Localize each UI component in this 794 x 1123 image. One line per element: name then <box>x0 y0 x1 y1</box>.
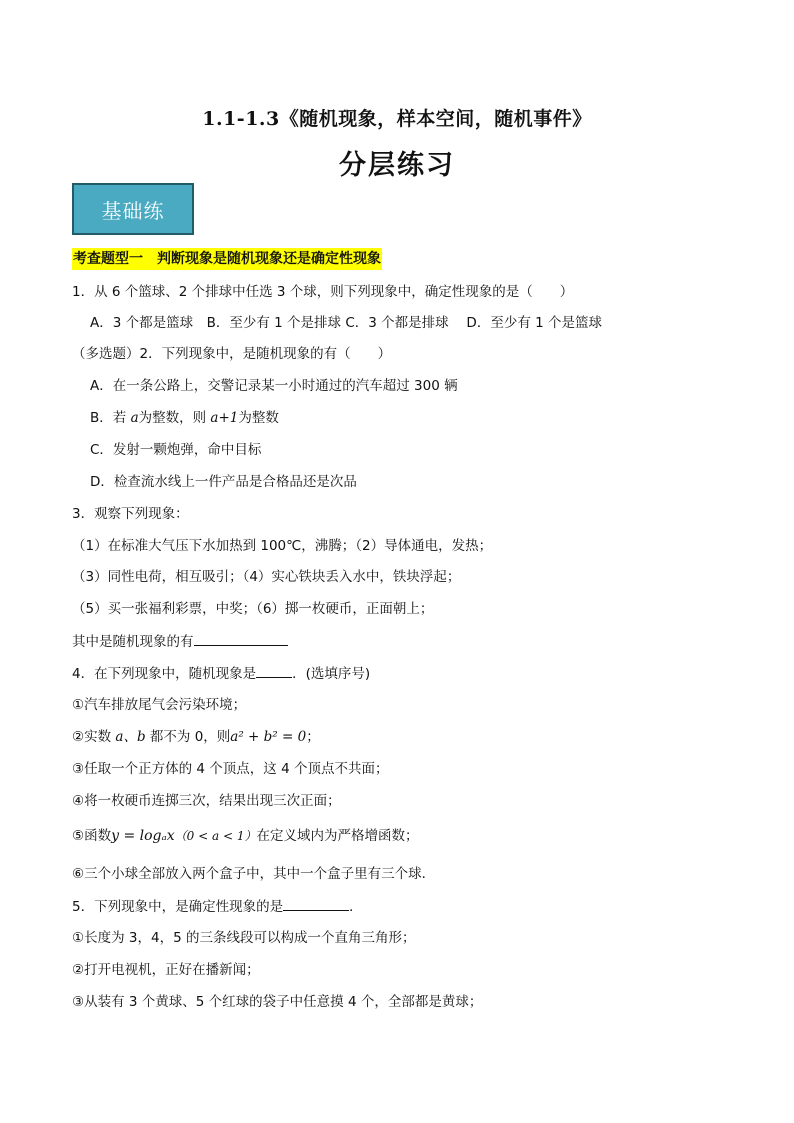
document-title: 1.1-1.3《随机现象，样本空间，随机事件》 <box>202 108 592 130</box>
q5-stem-suffix: ． <box>349 899 363 915</box>
q1-options: A．3 个都是篮球 B．至少有 1 个是排球 C．3 个都是排球 D．至少有 1 个是篮球 <box>90 315 603 331</box>
q4-stem-prefix: 4．在下列现象中，随机现象是 <box>72 666 257 682</box>
answer-blank <box>194 631 288 646</box>
q2-option-b-mid: 为整数，则 <box>138 410 211 426</box>
q2-option-b-var: a <box>130 410 139 426</box>
q3-line-1: （1）在标准大气压下水加热到 100℃，沸腾；（2）导体通电，发热； <box>72 538 493 554</box>
q5-stem-prefix: 5．下列现象中，是确定性现象的是 <box>72 899 284 915</box>
q2-option-b-prefix: B．若 <box>90 410 131 426</box>
q2-option-c: C．发射一颗炮弹，命中目标 <box>90 442 262 458</box>
topic-heading: 考查题型一 判断现象是随机现象还是确定性现象 <box>72 248 382 270</box>
q4-item-2 <box>72 727 320 747</box>
q4-item-2-equation: a² + b² = 0 <box>230 729 307 745</box>
section-tag-label: 基础练 <box>101 198 165 223</box>
q2-stem: （多选题）2．下列现象中，是随机现象的有（ ） <box>72 346 392 362</box>
q3-line-3: （5）买一张福利彩票，中奖；（6）掷一枚硬币，正面朝上； <box>72 601 434 617</box>
q5-item-1: ①长度为 3，4，5 的三条线段可以构成一个直角三角形； <box>72 930 416 946</box>
section-tag <box>72 183 194 235</box>
answer-blank <box>283 896 349 911</box>
q4-item-2-prefix: ②实数 <box>72 729 116 745</box>
q4-item-2-vars: a、b <box>115 729 146 745</box>
q4-item-5-condition: （0 < a < 1） <box>174 829 257 843</box>
q3-stem: 3．观察下列现象： <box>72 506 189 522</box>
q4-item-1: ①汽车排放尾气会污染环境； <box>72 697 247 713</box>
q4-item-2-suffix: ； <box>306 729 320 745</box>
answer-blank <box>256 663 292 678</box>
q4-item-5-function: y = logₐx <box>111 828 175 844</box>
q2-option-b <box>90 408 279 428</box>
q4-item-4: ④将一枚硬币连掷三次，结果出现三次正面； <box>72 793 341 809</box>
q2-option-b-expr: a+1 <box>210 410 239 426</box>
q4-item-5 <box>72 826 418 846</box>
q5-item-2: ②打开电视机，正好在播新闻； <box>72 962 260 978</box>
q4-item-2-mid: 都不为 0，则 <box>145 729 231 745</box>
q3-ask-text: 其中是随机现象的有 <box>72 634 194 650</box>
q5-item-3: ③从装有 3 个黄球、5 个红球的袋子中任意摸 4 个，全部都是黄球； <box>72 994 483 1010</box>
q4-item-6: ⑥三个小球全部放入两个盒子中，其中一个盒子里有三个球． <box>72 866 436 882</box>
q1-stem: 1．从 6 个篮球、2 个排球中任选 3 个球，则下列现象中，确定性现象的是（ ） <box>72 284 574 300</box>
q4-stem <box>72 663 370 684</box>
document-subtitle: 分层练习 <box>339 150 455 181</box>
q4-item-5-prefix: ⑤函数 <box>72 828 112 844</box>
q4-item-5-suffix: 在定义域内为严格增函数； <box>256 828 419 844</box>
q4-stem-suffix: ．(选填序号) <box>292 666 371 682</box>
q3-ask <box>72 631 288 652</box>
q3-line-2: （3）同性电荷，相互吸引；（4）实心铁块丢入水中，铁块浮起； <box>72 569 461 585</box>
q2-option-b-suffix: 为整数 <box>238 410 279 426</box>
q2-option-d: D．检查流水线上一件产品是合格品还是次品 <box>90 474 357 490</box>
q5-stem <box>72 896 363 917</box>
q2-option-a: A．在一条公路上，交警记录某一小时通过的汽车超过 300 辆 <box>90 378 458 394</box>
q4-item-3: ③任取一个正方体的 4 个顶点，这 4 个顶点不共面； <box>72 761 389 777</box>
